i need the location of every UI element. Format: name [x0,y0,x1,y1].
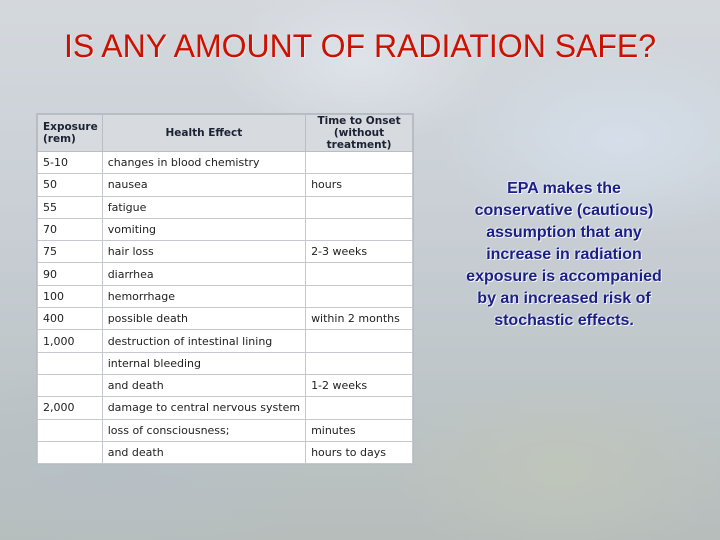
onset-cell: 1-2 weeks [306,374,413,396]
exposure-cell: 50 [38,174,103,196]
effect-cell: fatigue [102,196,305,218]
radiation-effects-table [36,113,414,465]
onset-cell [306,263,413,285]
table-row [38,241,413,263]
exposure-cell: 1,000 [38,330,103,352]
table-row [38,285,413,307]
table-row [38,218,413,240]
exposure-cell: 2,000 [38,397,103,419]
table-row [38,397,413,419]
exposure-cell [38,419,103,441]
effect-cell: possible death [102,308,305,330]
table-row [38,152,413,174]
table-row [38,330,413,352]
table-row [38,352,413,374]
exposure-cell: 90 [38,263,103,285]
effect-cell: vomiting [102,218,305,240]
onset-cell [306,152,413,174]
exposure-cell [38,374,103,396]
table-row [38,419,413,441]
onset-cell: within 2 months [306,308,413,330]
header-health-effect: Health Effect [102,115,305,152]
effect-cell: hair loss [102,241,305,263]
effect-cell: loss of consciousness; [102,419,305,441]
effect-cell: nausea [102,174,305,196]
onset-cell: hours [306,174,413,196]
onset-cell [306,330,413,352]
effect-cell: damage to central nervous system [102,397,305,419]
effect-cell: diarrhea [102,263,305,285]
onset-cell: hours to days [306,441,413,463]
onset-cell [306,352,413,374]
onset-cell: 2-3 weeks [306,241,413,263]
table-row [38,196,413,218]
exposure-cell: 55 [38,196,103,218]
exposure-cell [38,352,103,374]
exposure-cell: 75 [38,241,103,263]
exposure-cell [38,441,103,463]
onset-cell [306,196,413,218]
table-row [38,374,413,396]
onset-cell: minutes [306,419,413,441]
onset-cell [306,218,413,240]
table-header-row [38,115,413,152]
exposure-cell: 100 [38,285,103,307]
header-exposure: Exposure (rem) [38,115,103,152]
exposure-cell: 400 [38,308,103,330]
table-row [38,263,413,285]
effect-cell: internal bleeding [102,352,305,374]
table-row [38,174,413,196]
exposure-cell: 70 [38,218,103,240]
table-row [38,308,413,330]
header-time-to-onset: Time to Onset (without treatment) [306,115,413,152]
effect-cell: changes in blood chemistry [102,152,305,174]
slide-title: IS ANY AMOUNT OF RADIATION SAFE? [63,28,657,64]
effect-cell: and death [102,441,305,463]
effect-cell: destruction of intestinal lining [102,330,305,352]
onset-cell [306,285,413,307]
epa-assumption-text: EPA makes the conservative (cautious) assumption that any increase in radiation exposure is accompanied by an increased risk of stochastic effects. [466,180,662,329]
onset-cell [306,397,413,419]
exposure-cell: 5-10 [38,152,103,174]
effect-cell: and death [102,374,305,396]
effect-cell: hemorrhage [102,285,305,307]
table-row [38,441,413,463]
